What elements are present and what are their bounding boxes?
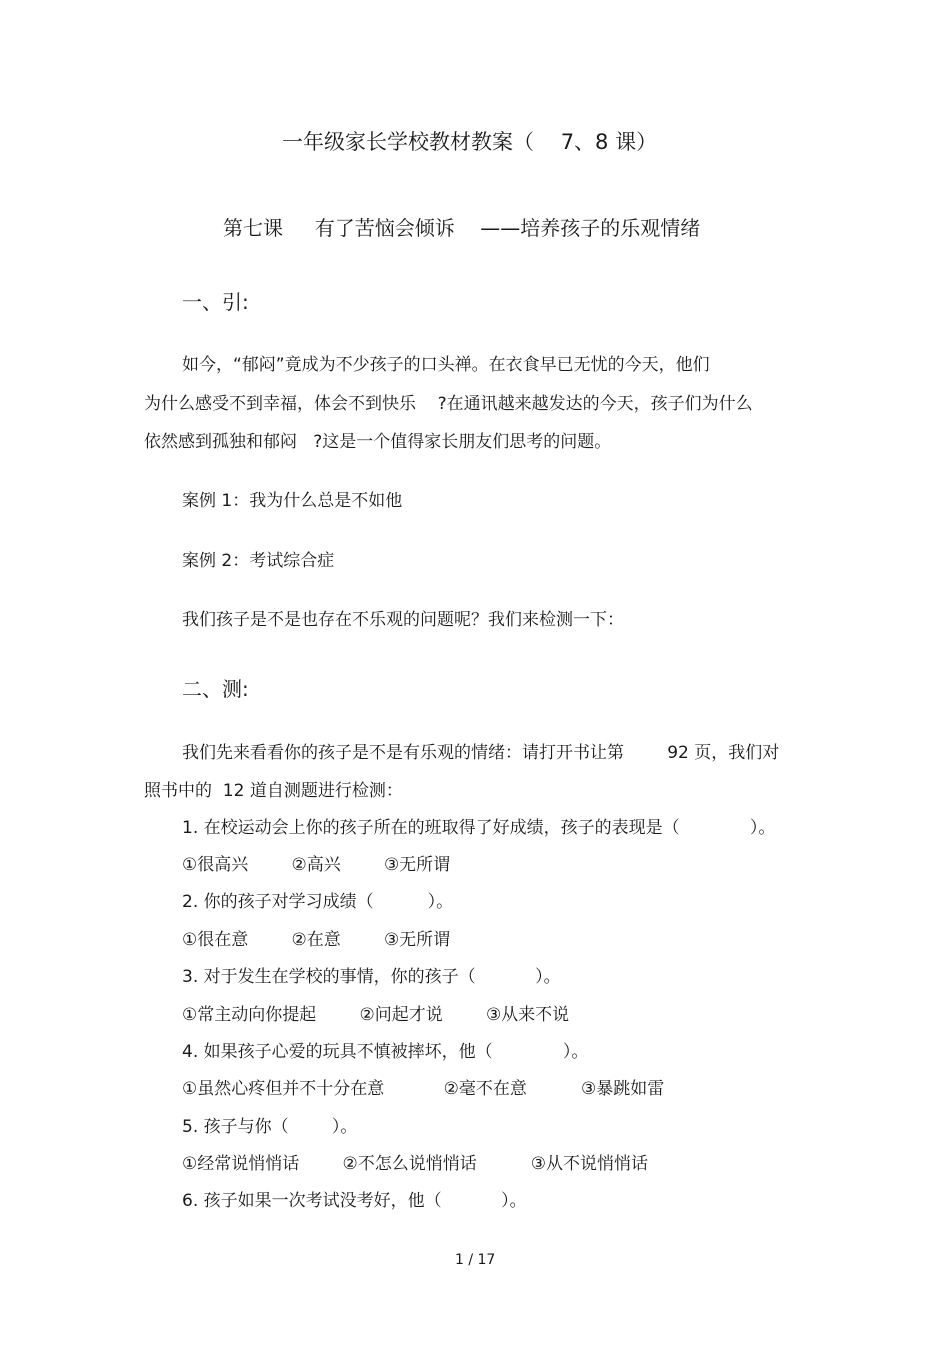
question-1: 1. 在校运动会上你的孩子所在的班取得了好成绩，孩子的表现是（ ）。 xyxy=(182,818,776,838)
test-intro-line-2: 照书中的 12 道自测题进行检测： xyxy=(144,781,403,801)
question-5-options: ①经常说悄悄话 ②不怎么说悄悄话 ③从不说悄悄话 xyxy=(182,1154,648,1174)
question-6: 6. 孩子如果一次考试没考好，他（ ）。 xyxy=(182,1191,527,1211)
lesson-heading: 第七课 有了苦恼会倾诉 ——培养孩子的乐观情绪 xyxy=(223,216,701,240)
question-3-options: ①常主动向你提起 ②问起才说 ③从来不说 xyxy=(182,1005,570,1025)
question-4: 4. 如果孩子心爱的玩具不慎被摔坏，他（ ）。 xyxy=(182,1042,589,1062)
question-2-options: ①很在意 ②在意 ③无所谓 xyxy=(182,930,451,950)
intro-paragraph-line-3: 依然感到孤独和郁闷 ?这是一个值得家长朋友们思考的问题。 xyxy=(144,432,612,452)
check-question: 我们孩子是不是也存在不乐观的问题呢？我们来检测一下： xyxy=(182,610,624,630)
intro-paragraph-line-1: 如今，“郁闷”竟成为不少孩子的口头禅。在衣食早已无忧的今天，他们 xyxy=(182,355,710,375)
question-2: 2. 你的孩子对学习成绩（ ）。 xyxy=(182,892,454,912)
section-heading-intro: 一、引: xyxy=(182,290,249,314)
case-1: 案例 1：我为什么总是不如他 xyxy=(182,491,403,511)
section-heading-test: 二、测: xyxy=(182,677,249,701)
test-intro-line-1: 我们先来看看你的孩子是不是有乐观的情绪：请打开书让第 92 页，我们对 xyxy=(182,743,780,763)
question-1-options: ①很高兴 ②高兴 ③无所谓 xyxy=(182,855,451,875)
question-3: 3. 对于发生在学校的事情，你的孩子（ ）。 xyxy=(182,967,561,987)
question-5: 5. 孩子与你（ ）。 xyxy=(182,1117,358,1137)
page-number: 1 / 17 xyxy=(455,1252,496,1268)
document-title: 一年级家长学校教材教案（ 7、8 课） xyxy=(282,130,658,154)
question-4-options: ①虽然心疼但并不十分在意 ②毫不在意 ③暴跳如雷 xyxy=(182,1079,665,1099)
case-2: 案例 2：考试综合症 xyxy=(182,551,335,571)
intro-paragraph-line-2: 为什么感受不到幸福，体会不到快乐 ?在通讯越来越发达的今天，孩子们为什么 xyxy=(144,394,753,414)
